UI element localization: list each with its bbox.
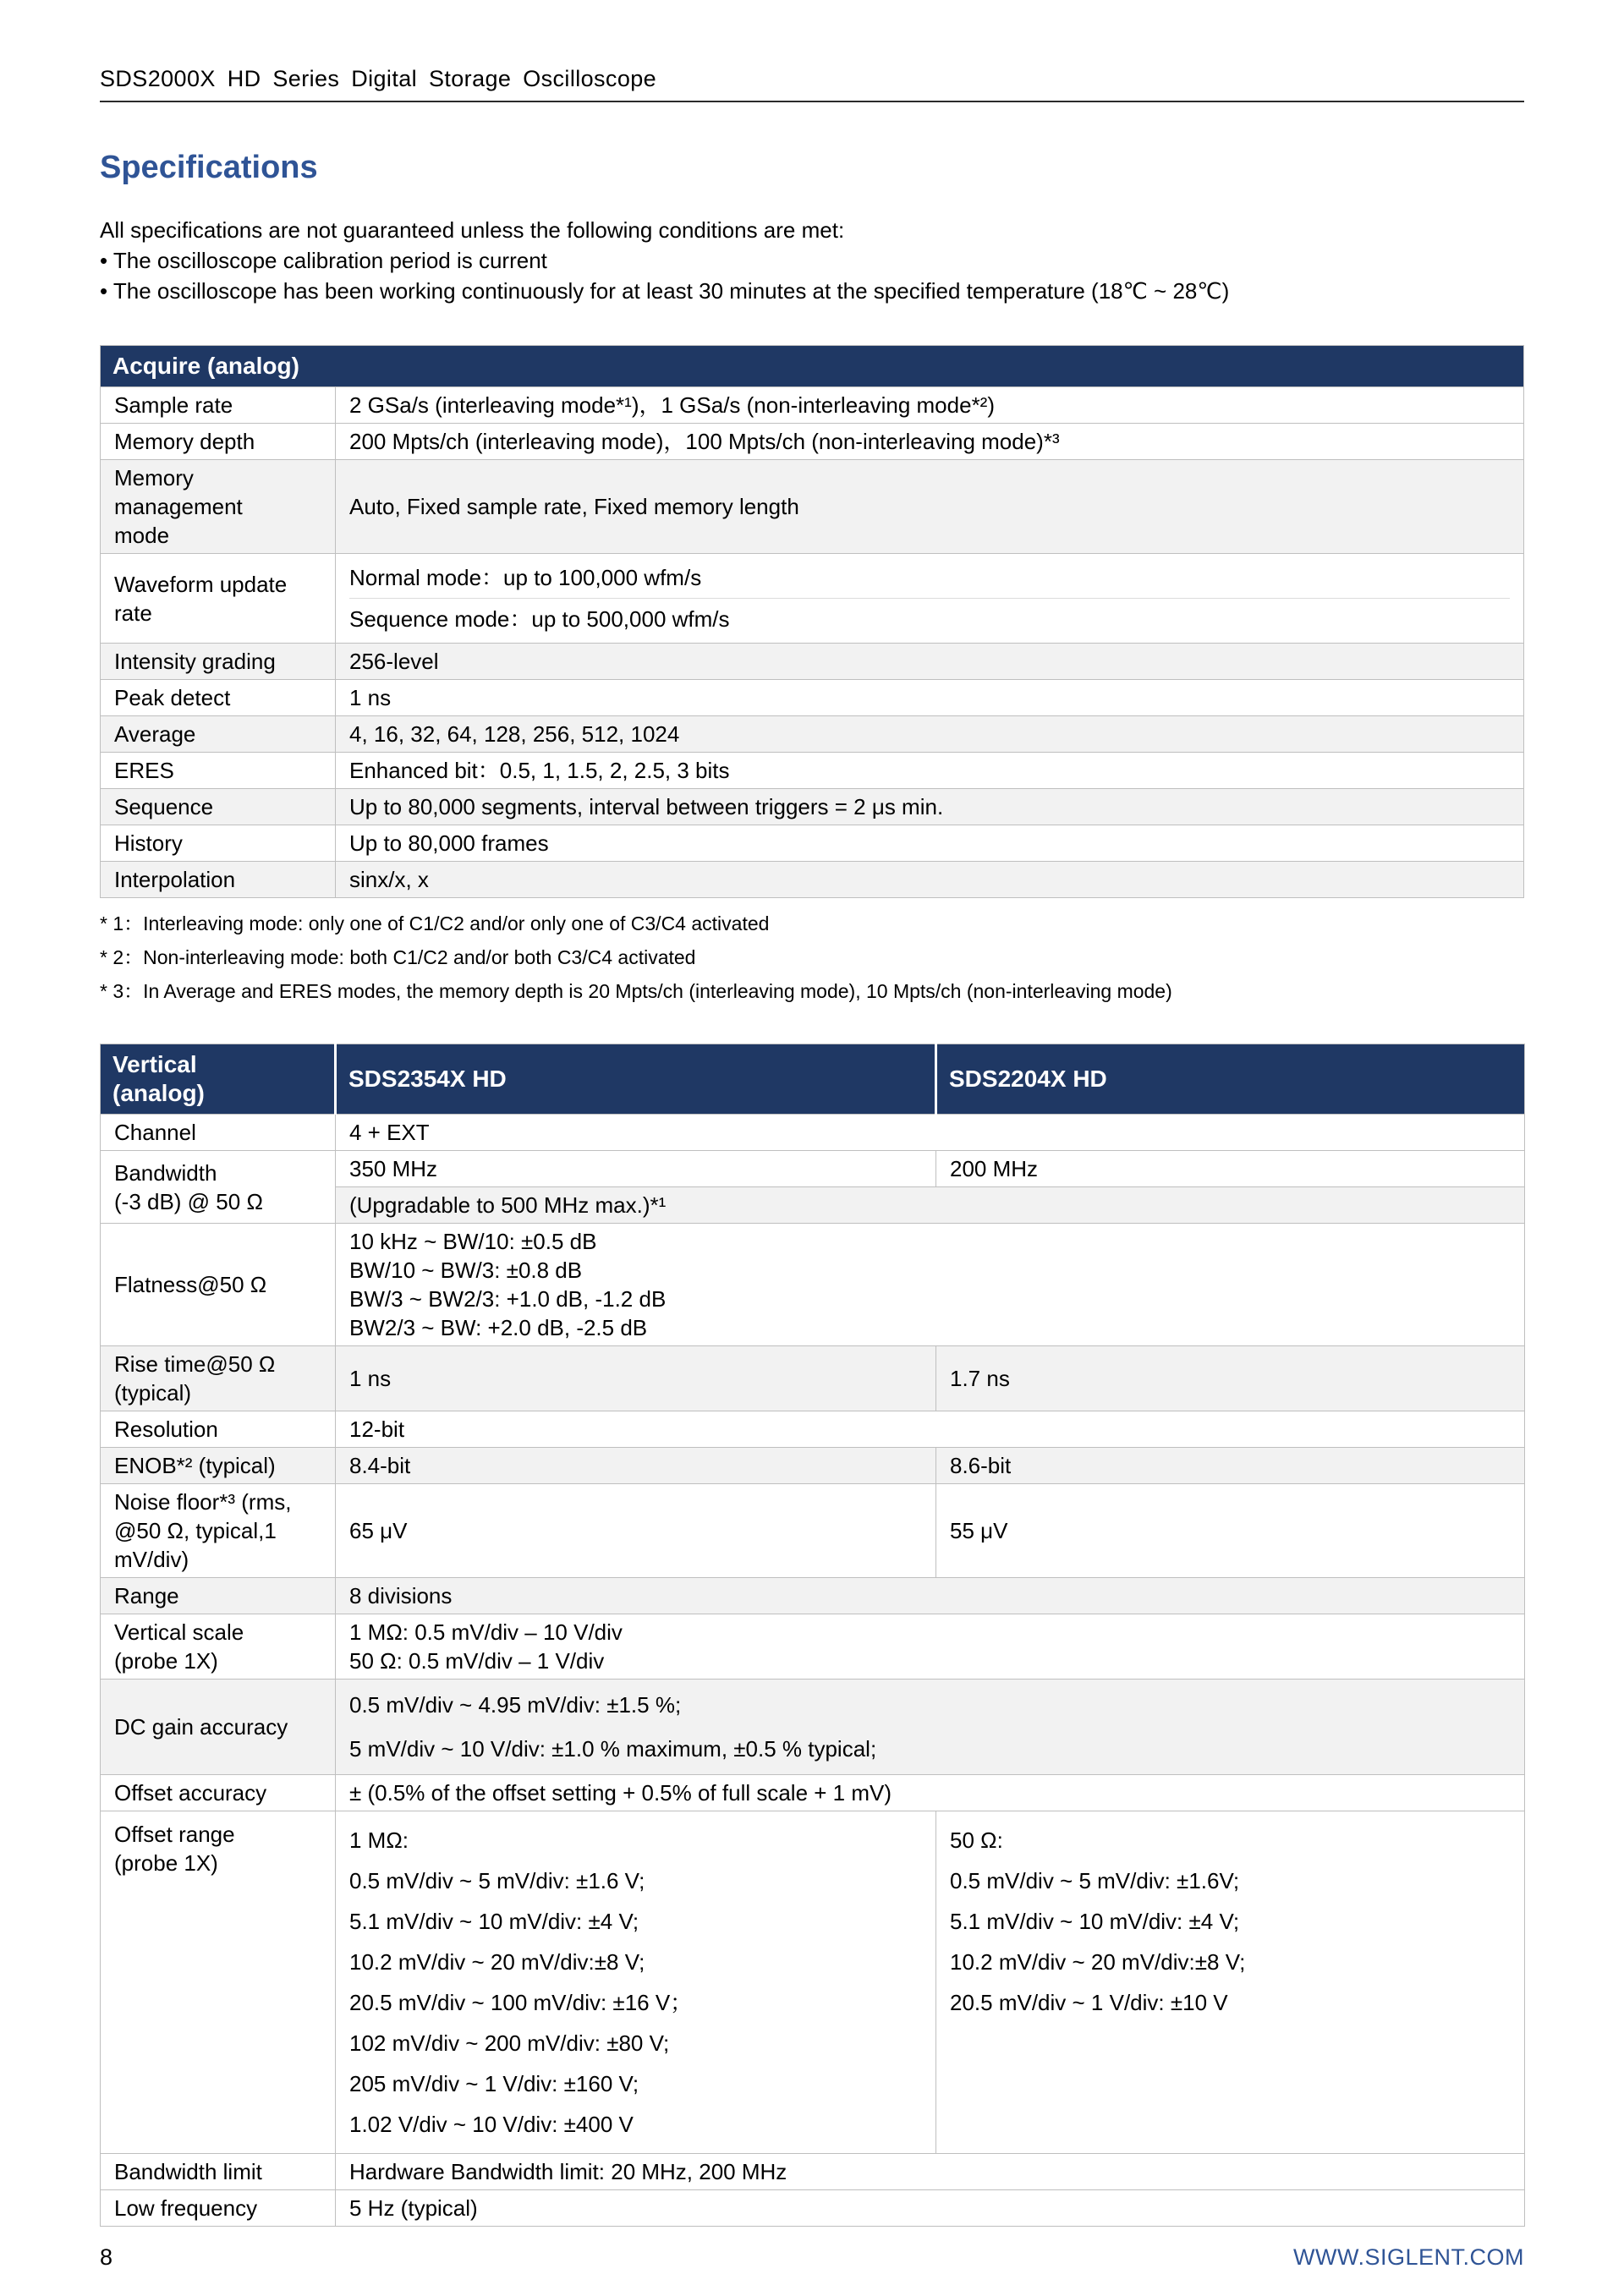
cell-line: 0.5 mV/div ~ 5 mV/div: ±1.6V; xyxy=(950,1868,1240,1893)
cell-line: 350 MHz xyxy=(349,1156,438,1181)
cell-line: 205 mV/div ~ 1 V/div: ±160 V; xyxy=(349,2071,639,2096)
intro xyxy=(100,215,1524,306)
vertical-row xyxy=(101,1578,1525,1614)
vertical-row xyxy=(101,1484,1525,1578)
acquire-table xyxy=(100,345,1524,898)
cell-line: Intensity grading xyxy=(114,649,276,674)
column-header-model-2: SDS2204X HD xyxy=(936,1044,1525,1115)
cell-line: 50 Ω: 0.5 mV/div – 1 V/div xyxy=(349,1648,605,1674)
cell-line: ± (0.5% of the offset setting + 0.5% of full scale + 1 mV) xyxy=(349,1780,892,1806)
spec-label xyxy=(101,1115,336,1151)
acquire-table-title: Acquire (analog) xyxy=(101,346,1524,387)
cell-line: 8 divisions xyxy=(349,1583,453,1608)
spec-value-left xyxy=(336,1775,1525,1811)
cell-line: Memory xyxy=(114,465,194,490)
spec-value-right xyxy=(936,1151,1525,1187)
cell-line: sinx/x, x xyxy=(349,867,429,892)
cell-line: 1.02 V/div ~ 10 V/div: ±400 V xyxy=(349,2112,634,2137)
website-link[interactable]: WWW.SIGLENT.COM xyxy=(1293,2244,1524,2270)
spec-value-left xyxy=(336,1448,936,1484)
cell-line: 55 μV xyxy=(950,1518,1008,1543)
vertical-row xyxy=(101,1448,1525,1484)
spec-label xyxy=(101,1448,336,1484)
vertical-row xyxy=(101,1775,1525,1811)
spec-value-left xyxy=(336,1811,936,2154)
cell-line: Sample rate xyxy=(114,392,233,418)
cell-line: 10.2 mV/div ~ 20 mV/div:±8 V; xyxy=(950,1949,1246,1975)
spec-label xyxy=(101,1224,336,1346)
spec-value-left xyxy=(336,1224,1525,1346)
vertical-title-line: Vertical xyxy=(112,1051,197,1077)
cell-line: BW/3 ~ BW2/3: +1.0 dB, -1.2 dB xyxy=(349,1286,667,1312)
spec-value-left xyxy=(336,1346,936,1411)
cell-line: Bandwidth xyxy=(114,1159,217,1186)
spec-label xyxy=(101,1680,336,1775)
vertical-row xyxy=(101,2190,1525,2227)
cell-line: 2 GSa/s (interleaving mode*¹)，1 GSa/s (non-interleaving mode*²) xyxy=(349,392,996,418)
cell-line: Up to 80,000 segments, interval between triggers = 2 μs min. xyxy=(349,794,944,819)
vertical-row xyxy=(101,1614,1525,1680)
spec-label xyxy=(101,1346,336,1411)
acquire-row xyxy=(101,424,1524,460)
page-footer xyxy=(100,2244,1524,2271)
spec-value xyxy=(336,424,1524,460)
cell-line: 8.4-bit xyxy=(349,1453,411,1478)
acquire-row xyxy=(101,753,1524,789)
cell-line: 1 MΩ: 0.5 mV/div – 10 V/div xyxy=(349,1619,623,1645)
cell-line: (typical) xyxy=(114,1380,192,1406)
spec-value xyxy=(336,716,1524,753)
spec-value-left xyxy=(336,1187,1525,1224)
spec-label xyxy=(101,862,336,898)
spec-value-left xyxy=(336,2154,1525,2190)
acquire-row xyxy=(101,825,1524,862)
page-number: 8 xyxy=(100,2244,113,2270)
acquire-row xyxy=(101,644,1524,680)
cell-line: 4, 16, 32, 64, 128, 256, 512, 1024 xyxy=(349,721,680,747)
cell-line: 5 Hz (typical) xyxy=(349,2195,478,2221)
acquire-table-body xyxy=(101,387,1524,898)
cell-line: @50 Ω, typical,1 xyxy=(114,1518,277,1543)
spec-value xyxy=(336,753,1524,789)
spec-value-right xyxy=(936,1811,1525,2154)
cell-line: Offset accuracy xyxy=(114,1780,267,1806)
spec-value-left xyxy=(336,1151,936,1187)
cell-line: Memory depth xyxy=(114,429,255,454)
intro-bullet: • The oscilloscope calibration period is current xyxy=(100,248,547,273)
spec-value-left xyxy=(336,1115,1525,1151)
cell-line: mode xyxy=(114,523,170,548)
cell-line: management xyxy=(114,494,243,519)
column-header-model-1: SDS2354X HD xyxy=(336,1044,936,1115)
spec-label xyxy=(101,1151,336,1224)
acquire-row xyxy=(101,716,1524,753)
spec-label xyxy=(101,716,336,753)
spec-label xyxy=(101,460,336,554)
cell-line: BW2/3 ~ BW: +2.0 dB, -2.5 dB xyxy=(349,1315,648,1340)
footnotes xyxy=(100,912,1524,1003)
cell-line: Normal mode：up to 100,000 wfm/s xyxy=(349,565,702,590)
spec-label xyxy=(101,1775,336,1811)
cell-line: Enhanced bit：0.5, 1, 1.5, 2, 2.5, 3 bits xyxy=(349,758,730,783)
cell-line: 10 kHz ~ BW/10: ±0.5 dB xyxy=(349,1229,597,1254)
spec-value-left xyxy=(336,1411,1525,1448)
cell-line: Offset range xyxy=(114,1822,235,1847)
cell-line: Waveform update xyxy=(114,571,288,597)
cell-line: 12-bit xyxy=(349,1417,405,1442)
acquire-row xyxy=(101,460,1524,554)
vertical-row xyxy=(101,1411,1525,1448)
cell-line: Bandwidth limit xyxy=(114,2159,262,2184)
cell-line: 10.2 mV/div ~ 20 mV/div:±8 V; xyxy=(349,1949,645,1975)
vertical-row xyxy=(101,2154,1525,2190)
spec-value-left xyxy=(336,2190,1525,2227)
spec-value-right xyxy=(936,1346,1525,1411)
spec-label xyxy=(101,680,336,716)
intro-bullet: • The oscilloscope has been working continuously for at least 30 minutes at the specified temperature (18℃ ~ 28℃) xyxy=(100,278,1230,304)
acquire-row xyxy=(101,789,1524,825)
spec-value xyxy=(336,789,1524,825)
spec-label xyxy=(101,825,336,862)
cell-line: Vertical scale xyxy=(114,1619,244,1645)
spec-value-right xyxy=(936,1448,1525,1484)
spec-value-left xyxy=(336,1484,936,1578)
cell-line: 200 Mpts/ch (interleaving mode)，100 Mpts/ch (non-interleaving mode)*³ xyxy=(349,429,1060,454)
cell-line: 256-level xyxy=(349,649,439,674)
spec-value-left xyxy=(336,1680,1525,1775)
cell-line: Flatness@50 Ω xyxy=(114,1272,267,1297)
document-header-title: SDS2000X HD Series Digital Storage Oscilloscope xyxy=(100,66,657,91)
spec-label xyxy=(101,2190,336,2227)
spec-label xyxy=(101,1614,336,1680)
cell-line: ERES xyxy=(114,758,174,783)
cell-line: 20.5 mV/div ~ 1 V/div: ±10 V xyxy=(950,1990,1228,2015)
cell-line: 200 MHz xyxy=(950,1156,1039,1181)
spec-label xyxy=(101,644,336,680)
cell-line: Resolution xyxy=(114,1417,218,1442)
cell-line: Sequence mode：up to 500,000 wfm/s xyxy=(349,598,1510,639)
cell-line: Auto, Fixed sample rate, Fixed memory length xyxy=(349,494,799,519)
page-title: Specifications xyxy=(100,150,318,185)
spec-label xyxy=(101,424,336,460)
footnote: * 1：Interleaving mode: only one of C1/C2 and/or only one of C3/C4 activated xyxy=(100,912,770,934)
cell-line: Rise time@50 Ω xyxy=(114,1351,276,1377)
cell-line: rate xyxy=(114,600,152,626)
spec-value xyxy=(336,387,1524,424)
cell-line: 5.1 mV/div ~ 10 mV/div: ±4 V; xyxy=(950,1909,1240,1934)
vertical-table xyxy=(100,1044,1525,2227)
cell-line: mV/div) xyxy=(114,1547,189,1572)
cell-line: Range xyxy=(114,1583,179,1608)
cell-line: 0.5 mV/div ~ 5 mV/div: ±1.6 V; xyxy=(349,1868,645,1893)
footnote: * 3：In Average and ERES modes, the memory depth is 20 Mpts/ch (interleaving mode), 10 Mpts/ch (non-interleaving mode) xyxy=(100,980,1172,1002)
intro-lead: All specifications are not guaranteed unless the following conditions are met: xyxy=(100,217,845,243)
cell-line: 20.5 mV/div ~ 100 mV/div: ±16 V； xyxy=(349,1990,693,2015)
spec-label xyxy=(101,1811,336,2154)
spec-value xyxy=(336,644,1524,680)
spec-value-left xyxy=(336,1578,1525,1614)
cell-line: Peak detect xyxy=(114,685,231,710)
cell-line: Average xyxy=(114,721,196,747)
cell-line: Sequence xyxy=(114,794,214,819)
cell-line: Interpolation xyxy=(114,867,236,892)
cell-line: DC gain accuracy xyxy=(114,1714,288,1740)
vertical-table-header-row xyxy=(101,1044,1525,1115)
cell-line: 102 mV/div ~ 200 mV/div: ±80 V; xyxy=(349,2030,670,2056)
vertical-row xyxy=(101,1680,1525,1775)
cell-line: (Upgradable to 500 MHz max.)*¹ xyxy=(349,1192,667,1218)
vertical-table-title xyxy=(101,1044,336,1115)
cell-line: History xyxy=(114,830,183,856)
cell-line: 65 μV xyxy=(349,1518,408,1543)
cell-line: 1.7 ns xyxy=(950,1366,1010,1391)
cell-line: 1 ns xyxy=(349,685,392,710)
spec-value-left xyxy=(336,1614,1525,1680)
cell-line: 5 mV/div ~ 10 V/div: ±1.0 % maximum, ±0.5 % typical; xyxy=(349,1736,877,1762)
vertical-table-body xyxy=(101,1115,1525,2227)
cell-line: 1 MΩ: xyxy=(349,1827,409,1853)
vertical-row xyxy=(101,1811,1525,2154)
cell-line: BW/10 ~ BW/3: ±0.8 dB xyxy=(349,1258,583,1283)
cell-line: Low frequency xyxy=(114,2195,258,2221)
spec-label xyxy=(101,1484,336,1578)
cell-line: 0.5 mV/div ~ 4.95 mV/div: ±1.5 %; xyxy=(349,1692,682,1718)
cell-line: 1 ns xyxy=(349,1366,392,1391)
spec-value xyxy=(336,554,1524,644)
acquire-row xyxy=(101,387,1524,424)
cell-line: Up to 80,000 frames xyxy=(349,830,549,856)
cell-line: Noise floor*³ (rms, xyxy=(114,1489,292,1515)
footnote: * 2：Non-interleaving mode: both C1/C2 and/or both C3/C4 activated xyxy=(100,946,696,968)
cell-line: Hardware Bandwidth limit: 20 MHz, 200 MHz xyxy=(349,2159,787,2184)
vertical-row xyxy=(101,1115,1525,1151)
cell-line: Channel xyxy=(114,1120,196,1145)
cell-line: 5.1 mV/div ~ 10 mV/div: ±4 V; xyxy=(349,1909,639,1934)
acquire-row xyxy=(101,680,1524,716)
spec-label xyxy=(101,2154,336,2190)
spec-value xyxy=(336,460,1524,554)
cell-line: 4 + EXT xyxy=(349,1120,430,1145)
document-header xyxy=(100,0,1524,102)
cell-line: 50 Ω: xyxy=(950,1827,1003,1853)
vertical-row xyxy=(101,1346,1525,1411)
spec-value xyxy=(336,862,1524,898)
cell-line: (-3 dB) @ 50 Ω xyxy=(114,1188,263,1214)
cell-line: (probe 1X) xyxy=(114,1648,218,1674)
cell-line: (probe 1X) xyxy=(114,1850,218,1876)
spec-label xyxy=(101,1578,336,1614)
spec-label xyxy=(101,789,336,825)
spec-label xyxy=(101,1411,336,1448)
cell-line: 8.6-bit xyxy=(950,1453,1012,1478)
spec-value-right xyxy=(936,1484,1525,1578)
spec-label xyxy=(101,554,336,644)
vertical-title-line: (analog) xyxy=(112,1080,205,1106)
vertical-row xyxy=(101,1151,1525,1187)
cell-line: ENOB*² (typical) xyxy=(114,1453,276,1478)
spec-value xyxy=(336,825,1524,862)
acquire-row xyxy=(101,554,1524,644)
acquire-table-header-row xyxy=(101,346,1524,387)
acquire-row xyxy=(101,862,1524,898)
spec-label xyxy=(101,753,336,789)
spec-label xyxy=(101,387,336,424)
spec-value xyxy=(336,680,1524,716)
vertical-row xyxy=(101,1224,1525,1346)
